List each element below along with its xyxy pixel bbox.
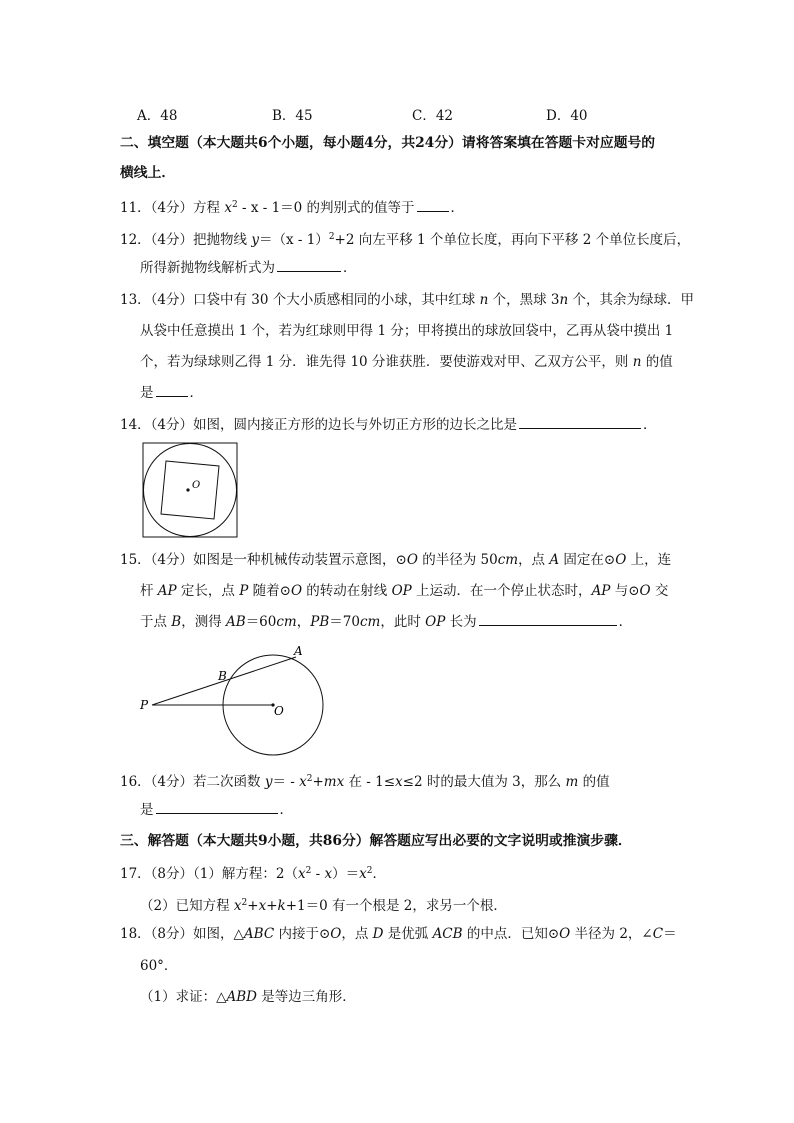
q15-l2-8: OP — [391, 583, 412, 599]
q13-line3-text: 个，若为绿球则乙得 1 分．谁先得 10 分谁获胜．要使游戏对甲、乙双方公平，则 — [140, 354, 633, 370]
q16-t10: ≤2 时的最大值为 3，那么 — [402, 774, 566, 790]
q14-answer-blank[interactable] — [519, 416, 641, 429]
q11-sup: 2 — [231, 200, 238, 210]
q16-t3: ＝ - — [272, 774, 300, 790]
q16-t4: x — [299, 774, 307, 790]
q11-var: x — [224, 200, 232, 216]
q15-l3-8: PB — [310, 614, 330, 630]
q15-l3-4: AB — [226, 614, 246, 630]
label-o: O — [274, 704, 284, 718]
q15-l3-13: 长为 — [445, 614, 477, 630]
q18-t11: 半径为 2，∠ — [570, 926, 653, 942]
q15-t6: A — [549, 552, 560, 568]
q18-p1-2: ABD — [226, 989, 257, 1005]
q17-p2-8: +1＝0 有一个根是 2，求另一个根． — [285, 898, 507, 914]
label-a: A — [294, 644, 303, 658]
q14-figure — [142, 442, 238, 538]
q13-var2: n — [559, 292, 569, 308]
q15-l2-6: O — [290, 583, 303, 599]
q15-l3-2: B — [171, 614, 182, 630]
q18-t5: ，点 — [341, 926, 373, 942]
q15-t1: 15．（4分）如图是一种机械传动装置示意图，⊙ — [120, 552, 407, 568]
q15-figure — [136, 640, 336, 762]
q15-l2-9: 上运动．在一个停止状态时， — [411, 583, 592, 599]
q15-l3-9: ＝70 — [329, 614, 360, 630]
question-17-part2 — [140, 894, 507, 915]
question-14 — [120, 416, 657, 434]
q18-p1-1: （1）求证：△ — [140, 989, 227, 1005]
q18-t3: 内接于⊙ — [274, 926, 331, 942]
label-p: P — [140, 698, 149, 712]
q15-l2-10: AP — [591, 583, 611, 599]
q15-t9: 上，连 — [626, 552, 672, 568]
circle — [144, 444, 237, 537]
q13-text2: 个，黑球 3 — [488, 292, 560, 308]
q11-text: 11．（4分）方程 — [120, 200, 225, 216]
q18-t8: ACB — [432, 926, 463, 942]
q17-p2-3: 2 — [241, 898, 248, 908]
q18-t1: 18．（8分）如图，△ — [120, 926, 244, 942]
q15-l2-3: 定长，点 — [176, 583, 240, 599]
section2-header-line1: 二、填空题（本大题共6个小题，每小题4分，共24分）请将答案填在答题卡对应题号的 — [120, 135, 656, 151]
q12-text3: +2 向左平移 1 个单位长度，再向下平移 2 个单位长度后， — [334, 232, 691, 248]
q17-t2: x — [297, 866, 306, 882]
q17-p2-7: k — [277, 898, 286, 914]
q15-l3-7: ， — [296, 614, 311, 630]
section3-header: 三、解答题（本大题共9小题，共86分）解答题应写出必要的文字说明或推演步骤． — [120, 833, 632, 849]
q16-t7: mx — [323, 774, 345, 790]
q15-l3-11: ，此时 — [380, 614, 426, 630]
q15-l3-5: ＝60 — [245, 614, 277, 630]
q15-t4: cm — [497, 552, 519, 568]
q17-t7: x — [359, 866, 367, 882]
question-15-line2 — [140, 582, 668, 600]
q18-t13: ＝ — [663, 926, 677, 942]
q15-l2-2: AP — [157, 583, 177, 599]
question-12-line1 — [120, 228, 690, 249]
q15-t8: O — [615, 552, 627, 568]
q11-answer-blank[interactable] — [417, 199, 449, 212]
q18-t7: 是优弧 — [383, 926, 433, 942]
q14-end: ． — [643, 417, 657, 433]
q18-t12: C — [652, 926, 664, 942]
question-16-line2 — [140, 801, 293, 819]
q15-answer-blank[interactable] — [479, 613, 617, 626]
question-18-part1 — [140, 988, 356, 1006]
q16-line2-text: 是 — [140, 802, 154, 818]
option-d: D．40 — [546, 108, 588, 124]
q11-text2: - x - 1＝0 的判别式的值等于 — [237, 200, 415, 216]
q16-t1: 16．（4分）若二次函数 — [120, 774, 265, 790]
q13-line3-var: n — [632, 354, 642, 370]
q15-l2-12: O — [639, 583, 651, 599]
q17-p2-6: + — [266, 898, 278, 914]
q17-p2-5: x — [258, 898, 267, 914]
q15-l2-4: P — [239, 583, 249, 599]
label-o: O — [192, 480, 201, 491]
q12-sup: 2 — [328, 232, 335, 242]
q17-t3: 2 — [305, 866, 312, 876]
option-b: B．45 — [272, 108, 313, 124]
q13-text: 13．（4分）口袋中有 30 个大小质感相同的小球，其中红球 — [120, 292, 480, 308]
q17-t1: 17．（8分）（1）解方程：2（ — [120, 866, 298, 882]
question-15-line3 — [140, 613, 632, 631]
q13-var: n — [479, 292, 489, 308]
q18-t10: O — [559, 926, 571, 942]
question-13-line4 — [140, 384, 203, 402]
question-13-line3 — [140, 353, 673, 371]
q16-t12: 的值 — [578, 774, 610, 790]
option-a: A．48 — [137, 108, 178, 124]
q15-t7: 固定在⊙ — [559, 552, 616, 568]
q15-l3-10: cm — [359, 614, 381, 630]
q15-l2-5: 随着⊙ — [248, 583, 291, 599]
q15-l2-11: 与⊙ — [610, 583, 640, 599]
q18-t6: D — [372, 926, 384, 942]
q17-p2-1: （2）已知方程 — [140, 898, 234, 914]
q17-p2-2: x — [233, 898, 242, 914]
q12-end: ． — [343, 260, 357, 276]
q15-l3-3: ，测得 — [181, 614, 227, 630]
q17-t9: ． — [372, 866, 386, 882]
q15-l2-7: 的转动在射线 — [302, 583, 392, 599]
question-11 — [120, 196, 464, 217]
q16-t11: m — [565, 774, 579, 790]
q15-l3-1: 于点 — [140, 614, 172, 630]
label-b: B — [218, 669, 227, 683]
q15-l3-12: OP — [425, 614, 446, 630]
center-point — [186, 488, 189, 491]
q13-text3: 个，其余为绿球．甲 — [568, 292, 694, 308]
q16-t6: + — [312, 774, 324, 790]
q12-text2: ＝（x - 1） — [258, 232, 329, 248]
q12-line2-text: 所得新抛物线解析式为 — [140, 260, 275, 276]
q16-t8: 在 - 1≤ — [344, 774, 396, 790]
question-17-part1 — [120, 862, 386, 883]
question-13-line1 — [120, 291, 694, 309]
q13-line4-text: 是 — [140, 385, 154, 401]
q16-t2: y — [264, 774, 273, 790]
q18-p1-3: 是等边三角形． — [256, 989, 356, 1005]
q18-t9: 的中点．已知⊙ — [462, 926, 560, 942]
q15-t2: O — [406, 552, 418, 568]
q14-text: 14．（4分）如图，圆内接正方形的边长与外切正方形的边长之比是 — [120, 417, 518, 433]
question-13-line2: 从袋中任意摸出 1 个，若为红球则甲得 1 分；甲将摸出的球放回袋中，乙再从袋中摸出 1 — [140, 323, 674, 339]
q13-end: ． — [189, 385, 203, 401]
q16-end: ． — [279, 802, 293, 818]
q15-l3-6: cm — [276, 614, 297, 630]
q15-l2-13: 交 — [650, 583, 669, 599]
question-16-line1 — [120, 770, 610, 791]
option-c: C．42 — [412, 108, 454, 124]
q15-end: ． — [618, 614, 633, 630]
q13-answer-blank[interactable] — [156, 384, 188, 397]
question-12-line2 — [140, 259, 357, 277]
q16-t5: 2 — [306, 774, 313, 784]
q17-t4: - — [311, 866, 325, 882]
q15-l2-1: 杆 — [140, 583, 158, 599]
q16-t9: x — [395, 774, 403, 790]
q12-text: 12．（4分）把抛物线 — [120, 232, 252, 248]
q11-end: ． — [450, 200, 465, 216]
question-18-line2: 60°． — [140, 958, 178, 974]
q17-p2-4: + — [247, 898, 259, 914]
q17-t6: ）＝ — [332, 866, 360, 882]
section2-header-line2: 横线上． — [120, 165, 176, 181]
q15-t3: 的半径为 50 — [417, 552, 498, 568]
q12-answer-blank[interactable] — [277, 259, 341, 272]
q18-t2: ABC — [243, 926, 275, 942]
q18-t4: O — [330, 926, 342, 942]
q16-answer-blank[interactable] — [156, 801, 278, 814]
q17-t8: 2 — [366, 866, 373, 876]
q13-line3-text2: 的值 — [641, 354, 673, 370]
q15-t5: ，点 — [518, 552, 550, 568]
question-15-line1 — [120, 551, 671, 569]
q12-var: y — [251, 232, 259, 248]
q17-t5: x — [324, 866, 333, 882]
inner-square — [161, 461, 219, 519]
question-18-line1 — [120, 925, 677, 943]
